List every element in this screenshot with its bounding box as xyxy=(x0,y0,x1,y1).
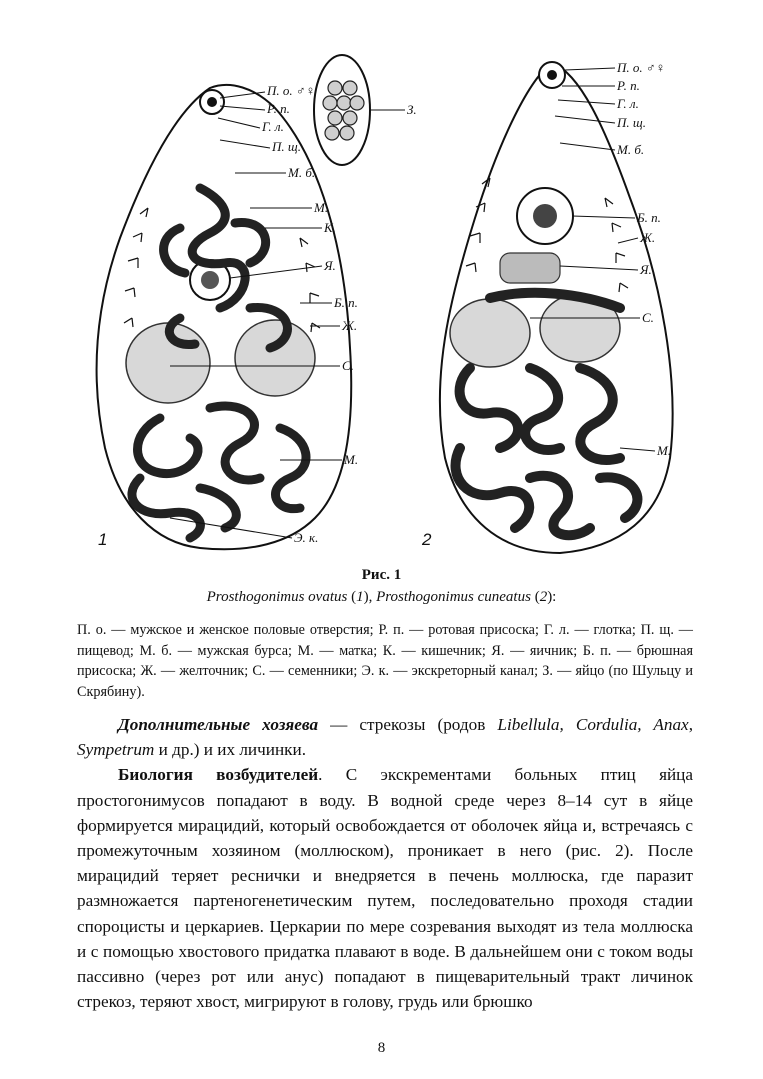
label-1-mb: М. б. xyxy=(288,165,316,180)
label-2-bp: Б. п. xyxy=(637,210,661,225)
label-2-po: П. о. ♂♀ xyxy=(617,60,666,75)
oral-sucker-1-center xyxy=(207,97,217,107)
labels-worm-2 xyxy=(616,60,671,458)
label-1-bp: Б. п. xyxy=(334,295,358,310)
figure-caption-title: Рис. 1 xyxy=(361,567,402,583)
paragraph-1-text-b: и др.) и их личинки. xyxy=(154,740,307,760)
paragraph-1-genera: Libellula, Cordulia, Anax xyxy=(497,715,689,734)
paragraph-additional-hosts xyxy=(77,712,693,762)
species-2-number: 2 xyxy=(539,589,548,605)
label-1-ya: Я. xyxy=(324,258,336,273)
species-2: Prosthogonimus cuneatus xyxy=(376,589,531,605)
label-2-m: М. xyxy=(657,443,672,458)
paragraph-1-comma: , xyxy=(688,715,693,734)
label-1-k: К. xyxy=(324,220,336,235)
figure-prosthogonimus xyxy=(60,48,720,568)
label-2-rp: Р. п. xyxy=(617,78,640,93)
species-1-number: 1 xyxy=(356,589,364,605)
paragraph-biology xyxy=(77,762,693,1014)
label-2-gl: Г. л. xyxy=(617,96,639,111)
label-1-psh: П. щ. xyxy=(272,139,301,154)
label-2-s: С. xyxy=(642,310,654,325)
label-1-m: М. xyxy=(314,200,329,215)
label-1-rp: Р. п. xyxy=(267,101,290,116)
figure-number-2: 2 xyxy=(422,530,432,549)
label-1-ek: Э. к. xyxy=(294,530,319,545)
label-1-zh: Ж. xyxy=(342,318,358,333)
figure-caption-species: Prosthogonimus ovatus (1), Prosthogonimus cuneatus (2): xyxy=(206,589,557,605)
figure-legend: П. о. — мужское и женское половые отверстия; Р. п. — ротовая присоска; Г. л. — глотка; П. щ. — пищевод; М. б. — мужская бурса; М. — матка; К. — кишечник; Я. — яичник; Б. п. — брюшная присоска; Ж. — желточник; С. — семенники; Э. к. — экскреторный канал; З. — яйцо (по Шульцу и Скрябину). xyxy=(77,622,693,700)
label-1-s: С. xyxy=(342,358,354,373)
testis-1-right xyxy=(235,320,315,396)
oral-sucker-2-center xyxy=(547,70,557,80)
species-separator: , xyxy=(368,589,377,605)
label-1-po: П. о. ♂♀ xyxy=(267,83,316,98)
ventral-sucker-1-center xyxy=(201,271,219,289)
label-2-mb: М. б. xyxy=(617,142,645,157)
ovary-2 xyxy=(500,253,560,283)
label-1-m2: М. xyxy=(344,452,359,467)
label-1-gl: Г. л. xyxy=(262,119,284,134)
paragraph-2-text: . С экскрементами больных птиц яйца простогонимусов попадают в воду. В водной среде через 8–14 сут в яйце формируется мирацидий, который освобождается от оболочек яйца и, встречаясь с промежуточным хозяином (моллюском), проникает в него (рис. 2). После мирацидий теряет реснички и внедряется в печень моллюска, где паразит размножается партеногенетическим путем, последовательно проходя стадии спороцисты и церкариев. Церкарии по мере созревания выходят из тела моллюска и с помощью хвостового придатка плавают в воде. В дальнейшем они с током воды пассивно (через рот или анус) попадают в пищеварительный тракт личинок стрекоз, теряют хвост, мигрируют в голову, грудь или брюшко xyxy=(77,765,693,1012)
paragraph-1-lead: Дополнительные хозяева xyxy=(118,715,319,734)
ventral-sucker-2-center xyxy=(533,204,557,228)
paragraph-1-text-a: — стрекозы (родов xyxy=(318,715,498,734)
label-egg: З. xyxy=(407,102,417,117)
page-number: 8 xyxy=(377,1040,386,1056)
species-1: Prosthogonimus ovatus xyxy=(206,589,348,605)
figure-drawing xyxy=(60,48,720,568)
label-2-psh: П. щ. xyxy=(617,115,646,130)
paragraph-2-lead: Биология возбудителей xyxy=(118,765,319,785)
testis-2-left xyxy=(450,299,530,367)
body-text xyxy=(77,712,693,1014)
leader-lines-1 xyxy=(170,92,342,538)
label-2-ya: Я. xyxy=(640,262,652,277)
label-2-zh: Ж. xyxy=(640,230,656,245)
figure-number-1: 1 xyxy=(98,530,108,549)
paragraph-1-genus-last: Sympetrum xyxy=(77,740,155,760)
